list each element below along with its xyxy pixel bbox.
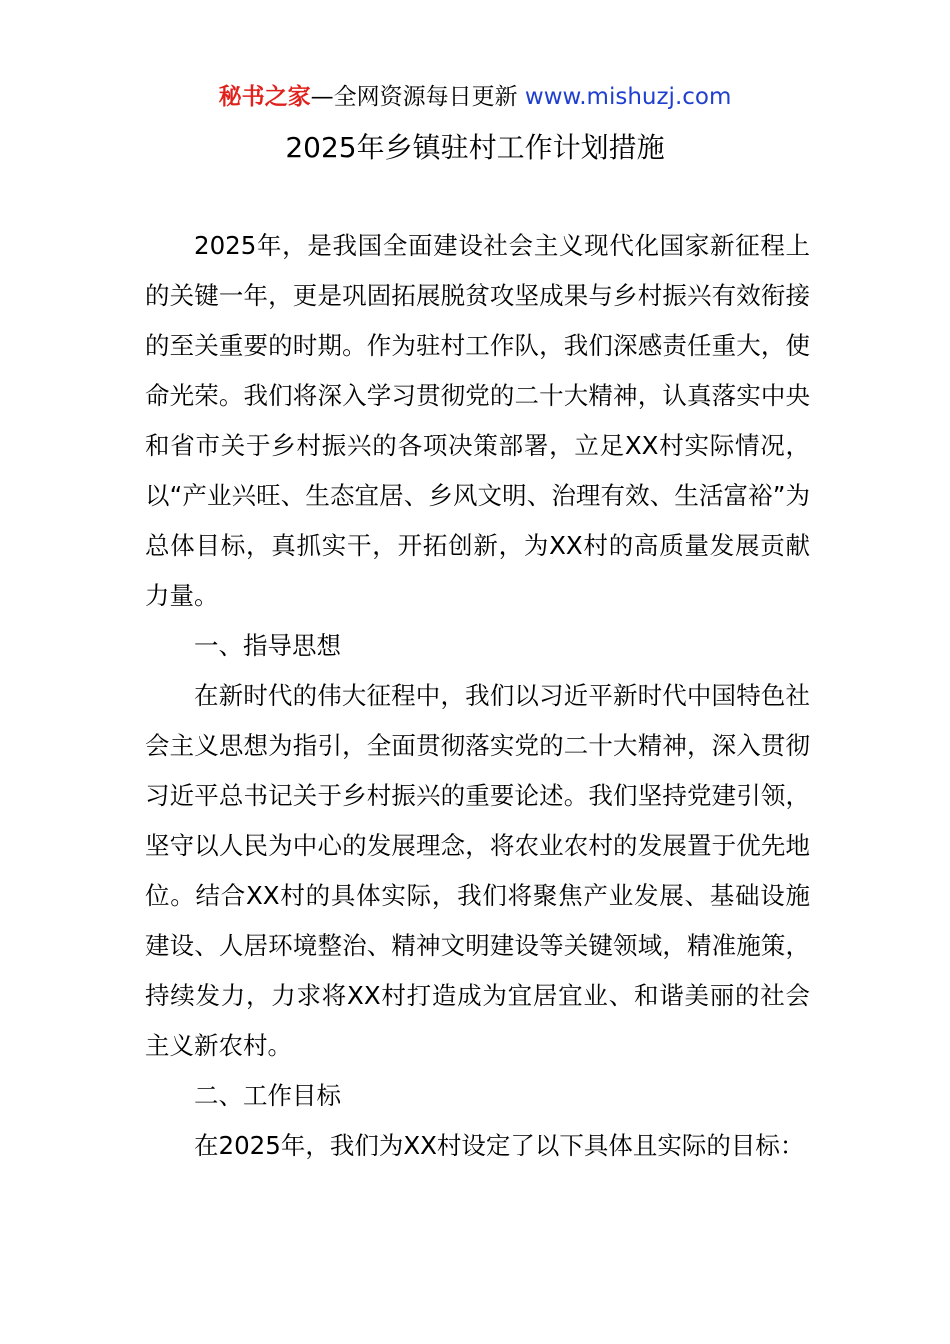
- intro-paragraph: 2025年，是我国全面建设社会主义现代化国家新征程上的关键一年，更是巩固拓展脱贫攻坚成果与乡村振兴有效衔接的至关重要的时期。作为驻村工作队，我们深感责任重大，使命光荣。我们将深入学习贯彻党的二十大精神，认真落实中央和省市关于乡村振兴的各项决策部署，立足XX村实际情况，以“产业兴旺、生态宜居、乡风文明、治理有效、生活富裕”为总体目标，真抓实干，开拓创新，为XX村的高质量发展贡献力量。: [145, 231, 810, 610]
- document-body: [145, 221, 810, 1171]
- site-header: [0, 80, 950, 114]
- work-goals-paragraph: 在2025年，我们为XX村设定了以下具体且实际的目标：: [194, 1131, 805, 1160]
- site-link[interactable]: www.mishuzj.com: [524, 84, 732, 110]
- section-heading-guiding-thought: 一、指导思想: [194, 631, 341, 660]
- header-tagline: —全网资源每日更新: [310, 84, 518, 110]
- guiding-thought-paragraph: 在新时代的伟大征程中，我们以习近平新时代中国特色社会主义思想为指引，全面贯彻落实党的二十大精神，深入贯彻习近平总书记关于乡村振兴的重要论述。我们坚持党建引领，坚守以人民为中心的发展理念，将农业农村的发展置于优先地位。结合XX村的具体实际，我们将聚焦产业发展、基础设施建设、人居环境整治、精神文明建设等关键领域，精准施策，持续发力，力求将XX村打造成为宜居宜业、和谐美丽的社会主义新农村。: [145, 681, 810, 1060]
- document-title: 2025年乡镇驻村工作计划措施: [285, 131, 665, 164]
- brand-name: 秘书之家: [218, 84, 311, 110]
- section-heading-work-goals: 二、工作目标: [194, 1081, 341, 1110]
